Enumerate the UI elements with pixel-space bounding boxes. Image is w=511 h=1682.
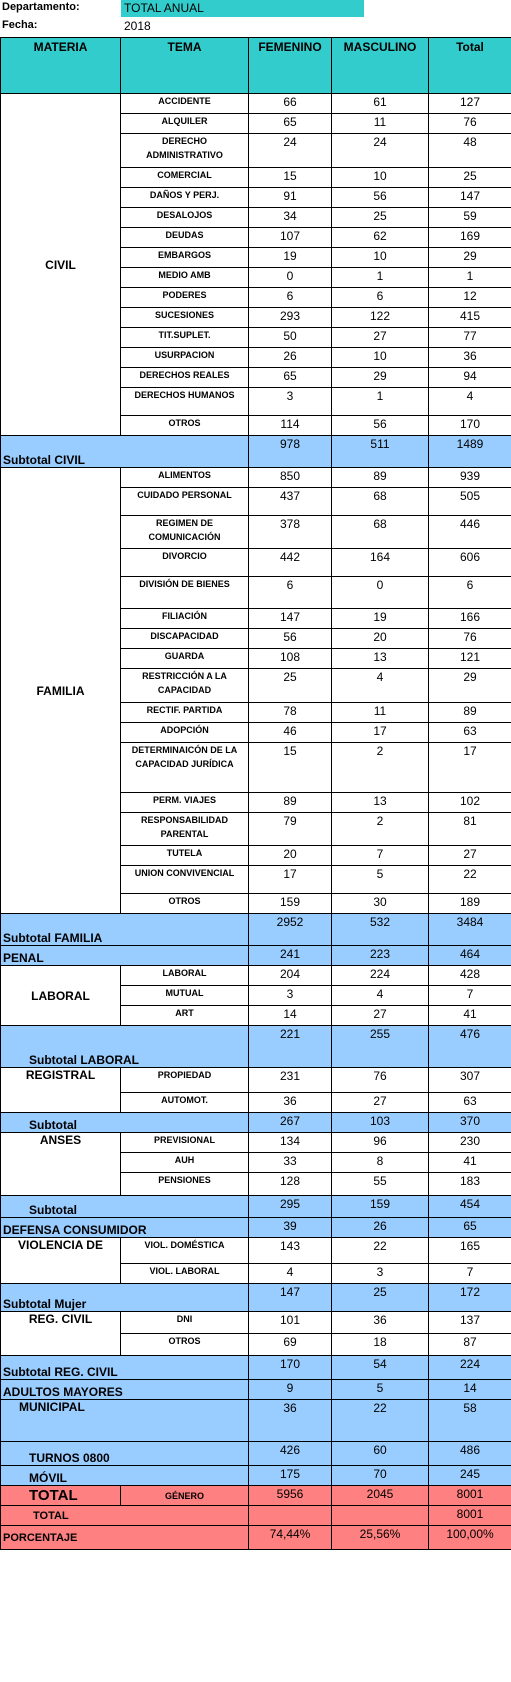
tema-cell: AUTOMOT.: [121, 1093, 249, 1113]
tema-cell: UNION CONVIVENCIAL: [121, 866, 249, 894]
total-cell: 165: [429, 1238, 511, 1264]
femenino-cell: 204: [249, 966, 332, 986]
total-cell: 486: [429, 1442, 511, 1466]
total-cell: 454: [429, 1196, 511, 1218]
subtotal-row: [1, 1218, 511, 1238]
masculino-cell: 20: [332, 629, 429, 649]
row-label: Subtotal LABORAL: [1, 1026, 249, 1068]
row-label: MÓVIL: [1, 1466, 249, 1486]
tema-cell: OTROS: [121, 894, 249, 914]
total-cell: 89: [429, 703, 511, 723]
total-cell: 939: [429, 468, 511, 488]
total-cell: 3484: [429, 914, 511, 946]
masculino-cell: 56: [332, 188, 429, 208]
femenino-cell: 65: [249, 114, 332, 134]
femenino-cell: 850: [249, 468, 332, 488]
femenino-cell: 170: [249, 1356, 332, 1380]
masculino-cell: 5: [332, 1380, 429, 1400]
femenino-cell: 19: [249, 248, 332, 268]
total-cell: 172: [429, 1284, 511, 1312]
femenino-cell: 231: [249, 1068, 332, 1093]
subtotal-row: [1, 1356, 511, 1380]
femenino-cell: 56: [249, 629, 332, 649]
masculino-cell: 89: [332, 468, 429, 488]
masculino-cell: 10: [332, 168, 429, 188]
masculino-cell: 2: [332, 813, 429, 846]
row-label: Subtotal: [1, 1196, 249, 1218]
total-cell: 22: [429, 866, 511, 894]
row-label: TURNOS 0800: [1, 1442, 249, 1466]
total-cell: 189: [429, 894, 511, 914]
femenino-cell: 2952: [249, 914, 332, 946]
masculino-cell: 54: [332, 1356, 429, 1380]
subtotal-row: [1, 436, 511, 468]
masculino-cell: 11: [332, 114, 429, 134]
tema-cell: EMBARGOS: [121, 248, 249, 268]
total-cell: 65: [429, 1218, 511, 1238]
femenino-cell: 74,44%: [249, 1526, 332, 1550]
femenino-cell: 15: [249, 168, 332, 188]
masculino-cell: 61: [332, 94, 429, 114]
femenino-cell: 3: [249, 388, 332, 416]
femenino-cell: 426: [249, 1442, 332, 1466]
masculino-cell: 3: [332, 1264, 429, 1284]
tema-cell: MUTUAL: [121, 986, 249, 1006]
total-cell: 12: [429, 288, 511, 308]
total-cell: 7: [429, 1264, 511, 1284]
femenino-cell: 50: [249, 328, 332, 348]
femenino-cell: 91: [249, 188, 332, 208]
tema-cell: DEUDAS: [121, 228, 249, 248]
tema-cell: PROPIEDAD: [121, 1068, 249, 1093]
masculino-cell: 27: [332, 1006, 429, 1026]
subtotal-row: [1, 1196, 511, 1218]
row-label: Subtotal: [1, 1113, 249, 1133]
masculino-cell: 36: [332, 1312, 429, 1334]
tema-cell: PERM. VIAJES: [121, 793, 249, 813]
femenino-cell: 15: [249, 743, 332, 793]
row-label: Subtotal REG. CIVIL: [1, 1356, 249, 1380]
tema-cell: DERECHO ADMINISTRATIVO: [121, 134, 249, 168]
total-cell: 94: [429, 368, 511, 388]
report-meta: [0, 0, 511, 36]
total-cell: 27: [429, 846, 511, 866]
materia-cell: CIVIL: [1, 94, 121, 436]
row-label: PENAL: [1, 946, 249, 966]
table-row: [1, 1312, 511, 1334]
total-cell: 245: [429, 1466, 511, 1486]
subtotal-row: [1, 946, 511, 966]
total-cell: 428: [429, 966, 511, 986]
masculino-cell: 25: [332, 1284, 429, 1312]
femenino-cell: 0: [249, 268, 332, 288]
masculino-cell: 0: [332, 577, 429, 609]
subtotal-row: [1, 1442, 511, 1466]
tema-cell: TUTELA: [121, 846, 249, 866]
total-cell: 36: [429, 348, 511, 368]
col-header-masculino: MASCULINO: [332, 38, 429, 94]
femenino-cell: 20: [249, 846, 332, 866]
total-cell: 464: [429, 946, 511, 966]
table-row: [1, 966, 511, 986]
departamento-value: TOTAL ANUAL: [121, 0, 364, 17]
materia-cell: FAMILIA: [1, 468, 121, 914]
total-cell: 29: [429, 248, 511, 268]
materia-cell: LABORAL: [1, 966, 121, 1026]
tema-cell: RESTRICCIÓN A LA CAPACIDAD: [121, 669, 249, 703]
total-cell: 169: [429, 228, 511, 248]
subtotal-row: [1, 914, 511, 946]
tema-cell: DNI: [121, 1312, 249, 1334]
femenino-cell: 26: [249, 348, 332, 368]
masculino-cell: 13: [332, 793, 429, 813]
masculino-cell: 29: [332, 368, 429, 388]
total-cell: 58: [429, 1400, 511, 1442]
masculino-cell: 7: [332, 846, 429, 866]
total-cell: 166: [429, 609, 511, 629]
fecha-row: [0, 18, 511, 36]
masculino-cell: 68: [332, 488, 429, 516]
masculino-cell: 30: [332, 894, 429, 914]
masculino-cell: 10: [332, 348, 429, 368]
femenino-cell: 36: [249, 1400, 332, 1442]
femenino-cell: 36: [249, 1093, 332, 1113]
total-cell: 370: [429, 1113, 511, 1133]
total-cell: 59: [429, 208, 511, 228]
masculino-cell: 26: [332, 1218, 429, 1238]
table-row: [1, 94, 511, 114]
femenino-cell: 108: [249, 649, 332, 669]
masculino-cell: 56: [332, 416, 429, 436]
masculino-cell: 60: [332, 1442, 429, 1466]
tema-cell: DAÑOS Y PERJ.: [121, 188, 249, 208]
header-row: [1, 38, 511, 94]
masculino-cell: 70: [332, 1466, 429, 1486]
total-cell: 230: [429, 1133, 511, 1153]
row-label: PORCENTAJE: [1, 1526, 249, 1550]
total-cell: 415: [429, 308, 511, 328]
total-cell: 170: [429, 416, 511, 436]
femenino-cell: 147: [249, 609, 332, 629]
masculino-cell: 68: [332, 516, 429, 549]
femenino-cell: 159: [249, 894, 332, 914]
masculino-cell: [332, 1506, 429, 1526]
masculino-cell: 122: [332, 308, 429, 328]
femenino-cell: 9: [249, 1380, 332, 1400]
subtotal-row: [1, 1380, 511, 1400]
total-cell: 307: [429, 1068, 511, 1093]
femenino-cell: 442: [249, 549, 332, 577]
tema-cell: MEDIO AMB: [121, 268, 249, 288]
femenino-cell: 134: [249, 1133, 332, 1153]
tema-cell: VIOL. LABORAL: [121, 1264, 249, 1284]
total-cell: 63: [429, 723, 511, 743]
total-row: [1, 1526, 511, 1550]
tema-cell: OTROS: [121, 1334, 249, 1356]
femenino-cell: 25: [249, 669, 332, 703]
total-cell: 127: [429, 94, 511, 114]
col-header-tema: TEMA: [121, 38, 249, 94]
total-cell: 121: [429, 649, 511, 669]
total-cell: 87: [429, 1334, 511, 1356]
total-cell: 48: [429, 134, 511, 168]
tema-cell: DETERMINAICÓN DE LA CAPACIDAD JURÍDICA: [121, 743, 249, 793]
tema-cell: RESPONSABILIDAD PARENTAL: [121, 813, 249, 846]
total-cell: 29: [429, 669, 511, 703]
col-header-materia: MATERIA: [1, 38, 121, 94]
femenino-cell: 128: [249, 1173, 332, 1196]
femenino-cell: 147: [249, 1284, 332, 1312]
femenino-cell: 33: [249, 1153, 332, 1173]
masculino-cell: 24: [332, 134, 429, 168]
tema-cell: REGIMEN DE COMUNICACIÓN: [121, 516, 249, 549]
tema-cell: PREVISIONAL: [121, 1133, 249, 1153]
masculino-cell: 2: [332, 743, 429, 793]
masculino-cell: 18: [332, 1334, 429, 1356]
masculino-cell: 103: [332, 1113, 429, 1133]
femenino-cell: 978: [249, 436, 332, 468]
tema-cell: RECTIF. PARTIDA: [121, 703, 249, 723]
tema-cell: ART: [121, 1006, 249, 1026]
masculino-cell: 27: [332, 1093, 429, 1113]
femenino-cell: 69: [249, 1334, 332, 1356]
total-cell: 4: [429, 388, 511, 416]
total-cell: 81: [429, 813, 511, 846]
femenino-cell: 79: [249, 813, 332, 846]
total-cell: 8001: [429, 1486, 511, 1506]
femenino-cell: 17: [249, 866, 332, 894]
tema-cell: CUIDADO PERSONAL: [121, 488, 249, 516]
tema-cell: GUARDA: [121, 649, 249, 669]
femenino-cell: 143: [249, 1238, 332, 1264]
femenino-cell: 65: [249, 368, 332, 388]
tema-cell: AUH: [121, 1153, 249, 1173]
tema-cell: USURPACION: [121, 348, 249, 368]
masculino-cell: 55: [332, 1173, 429, 1196]
masculino-cell: 11: [332, 703, 429, 723]
total-cell: 137: [429, 1312, 511, 1334]
femenino-cell: 437: [249, 488, 332, 516]
total-row: [1, 1486, 511, 1506]
masculino-cell: 164: [332, 549, 429, 577]
tema-cell: SUCESIONES: [121, 308, 249, 328]
femenino-cell: 46: [249, 723, 332, 743]
femenino-cell: 5956: [249, 1486, 332, 1506]
row-label: TOTAL: [1, 1486, 121, 1506]
masculino-cell: 4: [332, 669, 429, 703]
total-cell: 7: [429, 986, 511, 1006]
tema-cell: DISCAPACIDAD: [121, 629, 249, 649]
total-cell: 183: [429, 1173, 511, 1196]
masculino-cell: 5: [332, 866, 429, 894]
tema-cell: VIOL. DOMÉSTICA: [121, 1238, 249, 1264]
col-header-femenino: FEMENINO: [249, 38, 332, 94]
femenino-cell: 175: [249, 1466, 332, 1486]
masculino-cell: 10: [332, 248, 429, 268]
total-cell: 224: [429, 1356, 511, 1380]
femenino-cell: 66: [249, 94, 332, 114]
masculino-cell: 62: [332, 228, 429, 248]
masculino-cell: 4: [332, 986, 429, 1006]
femenino-cell: [249, 1506, 332, 1526]
row-label: Subtotal FAMILIA: [1, 914, 249, 946]
tema-cell: ACCIDENTE: [121, 94, 249, 114]
departamento-row: [0, 0, 511, 18]
materia-cell: REG. CIVIL: [1, 1312, 121, 1356]
total-cell: 76: [429, 114, 511, 134]
materia-cell: ANSES: [1, 1133, 121, 1196]
total-cell: 446: [429, 516, 511, 549]
subtotal-row: [1, 1466, 511, 1486]
total-cell: 102: [429, 793, 511, 813]
femenino-cell: 295: [249, 1196, 332, 1218]
tema-cell: COMERCIAL: [121, 168, 249, 188]
masculino-cell: 17: [332, 723, 429, 743]
total-cell: 76: [429, 629, 511, 649]
row-label: DEFENSA CONSUMIDOR: [1, 1218, 249, 1238]
femenino-cell: 34: [249, 208, 332, 228]
tema-cell: LABORAL: [121, 966, 249, 986]
femenino-cell: 378: [249, 516, 332, 549]
total-cell: 1489: [429, 436, 511, 468]
femenino-cell: 221: [249, 1026, 332, 1068]
total-cell: 476: [429, 1026, 511, 1068]
femenino-cell: 6: [249, 577, 332, 609]
total-cell: 8001: [429, 1506, 511, 1526]
total-cell: 606: [429, 549, 511, 577]
subtotal-row: [1, 1113, 511, 1133]
tema-cell: ALIMENTOS: [121, 468, 249, 488]
femenino-cell: 293: [249, 308, 332, 328]
tema-cell: DIVORCIO: [121, 549, 249, 577]
table-row: [1, 1068, 511, 1093]
tema-cell: ALQUILER: [121, 114, 249, 134]
femenino-cell: 107: [249, 228, 332, 248]
masculino-cell: 1: [332, 388, 429, 416]
total-cell: 505: [429, 488, 511, 516]
total-cell: 1: [429, 268, 511, 288]
tema-cell: FILIACIÓN: [121, 609, 249, 629]
total-cell: 147: [429, 188, 511, 208]
total-cell: 77: [429, 328, 511, 348]
total-cell: 41: [429, 1006, 511, 1026]
femenino-cell: 3: [249, 986, 332, 1006]
masculino-cell: 25: [332, 208, 429, 228]
tema-cell: OTROS: [121, 416, 249, 436]
masculino-cell: 22: [332, 1238, 429, 1264]
total-cell: 25: [429, 168, 511, 188]
femenino-cell: 14: [249, 1006, 332, 1026]
col-header-total: Total: [429, 38, 511, 94]
table-row: [1, 1133, 511, 1153]
masculino-cell: 223: [332, 946, 429, 966]
masculino-cell: 255: [332, 1026, 429, 1068]
femenino-cell: 89: [249, 793, 332, 813]
materia-cell: VIOLENCIA DE: [1, 1238, 121, 1284]
masculino-cell: 19: [332, 609, 429, 629]
row-label: MUNICIPAL: [1, 1400, 249, 1442]
total-cell: 41: [429, 1153, 511, 1173]
table-row: [1, 1238, 511, 1264]
masculino-cell: 1: [332, 268, 429, 288]
total-cell: 63: [429, 1093, 511, 1113]
subtotal-row: [1, 1400, 511, 1442]
tema-cell: PENSIONES: [121, 1173, 249, 1196]
tema-cell: TIT.SUPLET.: [121, 328, 249, 348]
tema-cell: ADOPCIÓN: [121, 723, 249, 743]
masculino-cell: 27: [332, 328, 429, 348]
total-cell: 17: [429, 743, 511, 793]
fecha-label: Fecha:: [2, 19, 38, 31]
masculino-cell: 511: [332, 436, 429, 468]
femenino-cell: 6: [249, 288, 332, 308]
masculino-cell: 6: [332, 288, 429, 308]
masculino-cell: 2045: [332, 1486, 429, 1506]
femenino-cell: 78: [249, 703, 332, 723]
total-cell: 6: [429, 577, 511, 609]
femenino-cell: 114: [249, 416, 332, 436]
masculino-cell: 76: [332, 1068, 429, 1093]
femenino-cell: 267: [249, 1113, 332, 1133]
materia-cell: REGISTRAL: [1, 1068, 121, 1113]
femenino-cell: 4: [249, 1264, 332, 1284]
row-label: ADULTOS MAYORES: [1, 1380, 249, 1400]
total-cell: 14: [429, 1380, 511, 1400]
tema-cell: DESALOJOS: [121, 208, 249, 228]
tema-cell: GÉNERO: [121, 1486, 249, 1506]
tema-cell: DIVISIÓN DE BIENES: [121, 577, 249, 609]
masculino-cell: 159: [332, 1196, 429, 1218]
femenino-cell: 241: [249, 946, 332, 966]
subtotal-row: [1, 1284, 511, 1312]
row-label: TOTAL: [1, 1506, 249, 1526]
tema-cell: DERECHOS HUMANOS: [121, 388, 249, 416]
fecha-value: 2018: [124, 19, 151, 33]
row-label: Subtotal CIVIL: [1, 436, 249, 468]
masculino-cell: 532: [332, 914, 429, 946]
masculino-cell: 13: [332, 649, 429, 669]
statistics-table: [0, 37, 511, 1550]
masculino-cell: 96: [332, 1133, 429, 1153]
masculino-cell: 224: [332, 966, 429, 986]
femenino-cell: 101: [249, 1312, 332, 1334]
total-row: [1, 1506, 511, 1526]
subtotal-row: [1, 1026, 511, 1068]
masculino-cell: 22: [332, 1400, 429, 1442]
tema-cell: DERECHOS REALES: [121, 368, 249, 388]
masculino-cell: 8: [332, 1153, 429, 1173]
masculino-cell: 25,56%: [332, 1526, 429, 1550]
total-cell: 100,00%: [429, 1526, 511, 1550]
row-label: Subtotal Mujer: [1, 1284, 249, 1312]
tema-cell: PODERES: [121, 288, 249, 308]
femenino-cell: 39: [249, 1218, 332, 1238]
departamento-label: Departamento:: [2, 1, 80, 13]
femenino-cell: 24: [249, 134, 332, 168]
table-row: [1, 468, 511, 488]
